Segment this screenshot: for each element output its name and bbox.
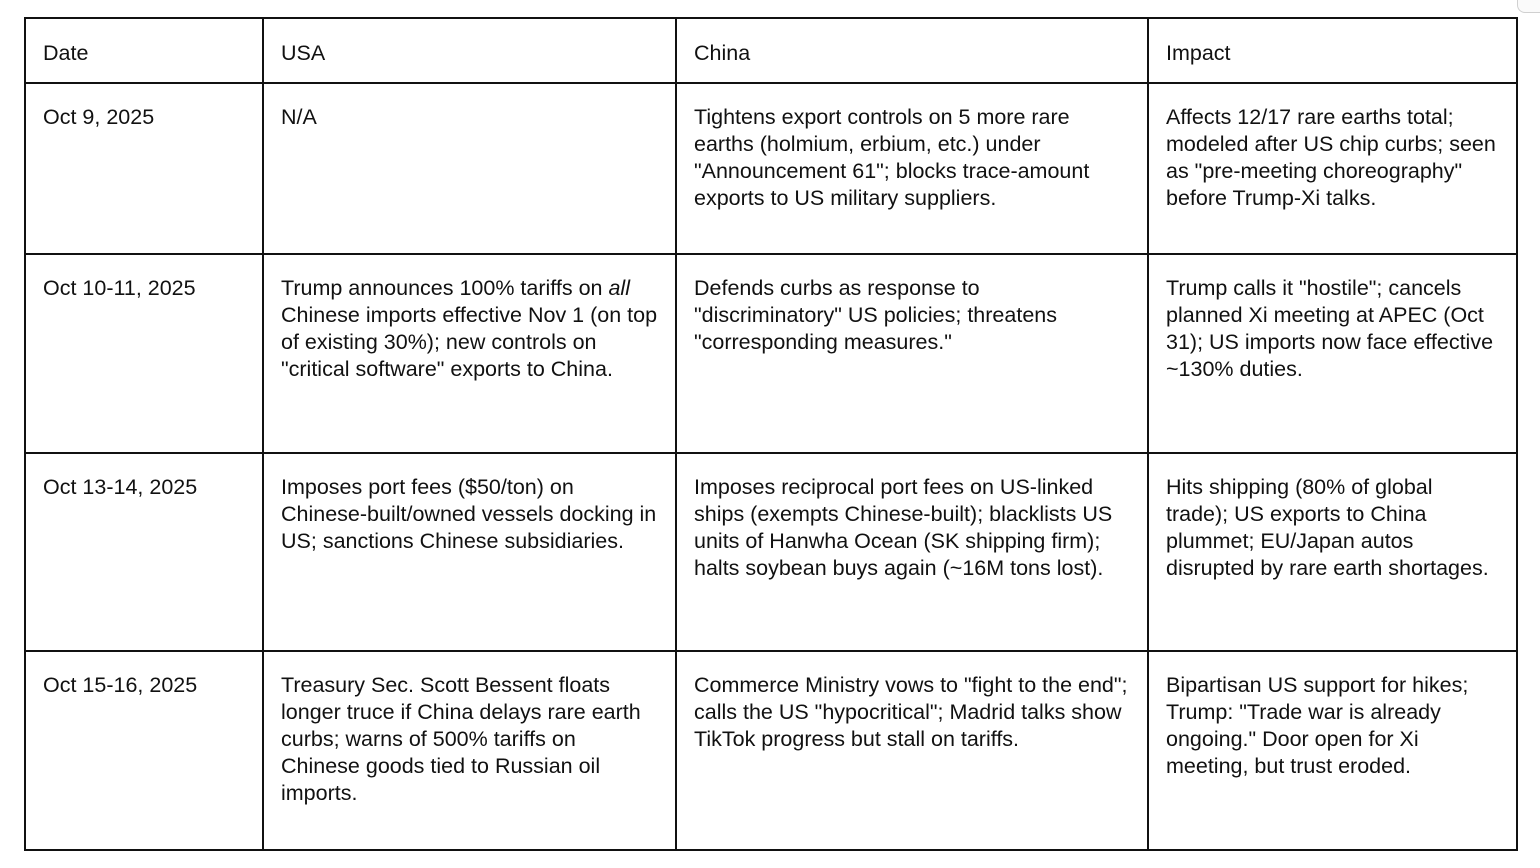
- cell-china: Commerce Ministry vows to "fight to the end"; calls the US "hypocritical"; Madrid talks show TikTok progress but stall on tariffs.: [676, 651, 1148, 850]
- table-row: [25, 83, 1517, 254]
- cell-date: Oct 15-16, 2025: [25, 651, 263, 850]
- table-header-row: [25, 18, 1517, 83]
- cell-usa-text-end: Chinese imports effective Nov 1 (on top of existing 30%); new controls on "critical software" exports to China.: [281, 303, 658, 381]
- cell-usa-emphasis: all: [608, 276, 630, 300]
- table-row: [25, 651, 1517, 850]
- cell-china: Imposes reciprocal port fees on US-linked ships (exempts Chinese-built); blacklists US units of Hanwha Ocean (SK shipping firm); halts soybean buys again (~16M tons lost).: [676, 453, 1148, 651]
- cell-usa-text-start: Trump announces 100% tariffs on: [281, 276, 609, 300]
- cell-date: Oct 9, 2025: [25, 83, 263, 254]
- cell-impact: Bipartisan US support for hikes; Trump: "Trade war is already ongoing." Door open for Xi meeting, but trust eroded.: [1148, 651, 1517, 850]
- cell-china: Defends curbs as response to "discriminatory" US policies; threatens "corresponding measures.": [676, 254, 1148, 453]
- cell-usa: Treasury Sec. Scott Bessent floats longer truce if China delays rare earth curbs; warns of 500% tariffs on Chinese goods tied to Russian oil imports.: [263, 651, 676, 850]
- table-row: [25, 254, 1517, 453]
- cell-usa: [263, 254, 676, 453]
- header-usa: USA: [263, 18, 676, 83]
- trade-war-timeline-table: [24, 17, 1518, 851]
- header-impact: Impact: [1148, 18, 1517, 83]
- corner-decoration: [1517, 0, 1540, 13]
- table-row: [25, 453, 1517, 651]
- cell-date: Oct 13-14, 2025: [25, 453, 263, 651]
- cell-date: Oct 10-11, 2025: [25, 254, 263, 453]
- header-date: Date: [25, 18, 263, 83]
- cell-impact: Affects 12/17 rare earths total; modeled after US chip curbs; seen as "pre-meeting choreography" before Trump-Xi talks.: [1148, 83, 1517, 254]
- cell-impact: Hits shipping (80% of global trade); US exports to China plummet; EU/Japan autos disrupted by rare earth shortages.: [1148, 453, 1517, 651]
- cell-impact: Trump calls it "hostile"; cancels planned Xi meeting at APEC (Oct 31); US imports now face effective ~130% duties.: [1148, 254, 1517, 453]
- cell-china: Tightens export controls on 5 more rare earths (holmium, erbium, etc.) under "Announcement 61"; blocks trace-amount exports to US military suppliers.: [676, 83, 1148, 254]
- cell-usa: N/A: [263, 83, 676, 254]
- cell-usa: Imposes port fees ($50/ton) on Chinese-built/owned vessels docking in US; sanctions Chinese subsidiaries.: [263, 453, 676, 651]
- header-china: China: [676, 18, 1148, 83]
